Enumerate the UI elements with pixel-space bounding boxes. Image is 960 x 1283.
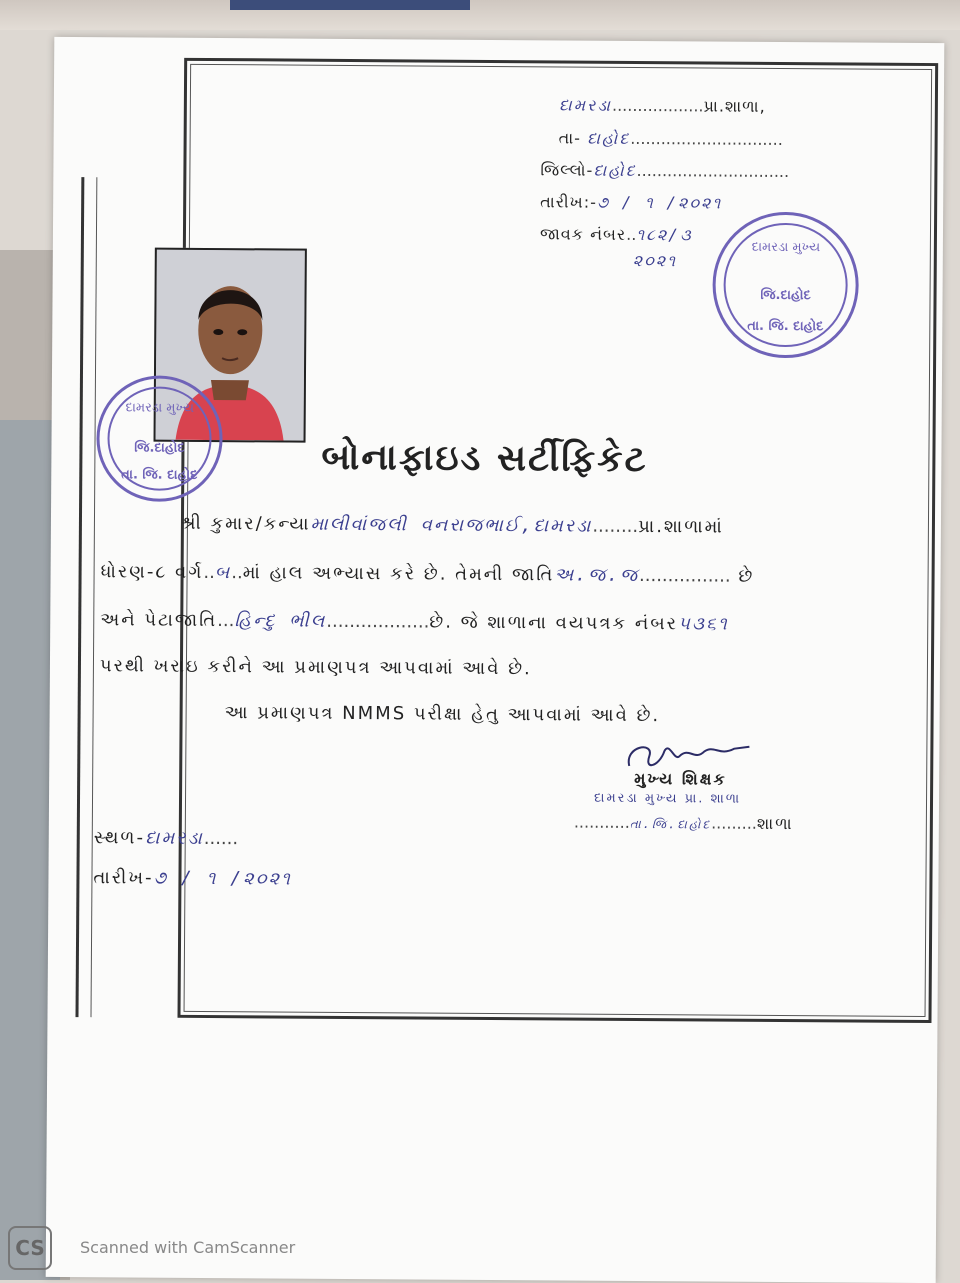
header-taluka: તા- દાહોદ.............................. (558, 128, 783, 149)
district-label: જિલ્લો- (540, 160, 594, 180)
district-value: દાહોદ (593, 160, 637, 180)
taluka-value: દાહોદ (586, 128, 631, 148)
header-district: જિલ્લો-દાહોદ.............................. (540, 160, 790, 182)
subcaste: હિન્દુ ભીલ (234, 610, 327, 632)
signature-place-text: તા.જિ.દાહોદ (629, 816, 712, 832)
body-line-4: પરથી ખરાઇ કરીને આ પ્રમાણપત્ર આપવામાં આવે છે. (99, 655, 532, 680)
scanner-watermark: Scanned with CamScanner (80, 1238, 296, 1257)
subcaste-label: અને પેટાજાતિ (100, 609, 218, 632)
background-top (0, 0, 960, 30)
outward-value: ૧૮૨/૩ (636, 224, 693, 245)
header-school: દામરડા..................પ્રા.શાળા, (558, 95, 766, 116)
stamp-district-text: જિ.દાહોદ (134, 440, 185, 457)
name-prefix: શ્રી કુમાર/કન્યા (180, 512, 311, 535)
signature-school: દામરડા મુખ્ય પ્રા. શાળા (593, 790, 742, 807)
outward-label: જાવક નંબર (539, 224, 627, 244)
caste: અ.જ.જ (554, 564, 640, 587)
stamp-district-text: જિ.દાહોદ (760, 287, 811, 303)
date-value: ૭ / ૧ /૨૦૨૧ (596, 192, 723, 213)
body-line-1: શ્રી કુમાર/કન્યામાલીવાંજલી વનરાજભાઈ,દામરડા........પ્રા.શાળામાં (180, 512, 724, 538)
body-line-5: આ પ્રમાણપત્ર NMMS પરીક્ષા હેતુ આપવામાં આવે છે. (224, 702, 661, 727)
name-suffix: પ્રા.શાળામાં (638, 515, 724, 538)
footer-place: સ્થળ-દામરડા...... (93, 827, 239, 850)
stamp-taluka-text: તા. જિ. દાહોદ (747, 318, 824, 334)
page-border-left (75, 177, 97, 1017)
body-line-2: ધોરણ-૮ વર્ગ..બ..માં હાલ અભ્યાસ કરે છે. તેમની જાતિઅ.જ.જ................ છે (100, 561, 755, 587)
background-object (230, 0, 470, 10)
certificate-page (46, 37, 945, 1283)
register-text: છે. જે શાળાના વયપત્રક નંબર (429, 611, 679, 635)
study-text: માં હાલ અભ્યાસ કરે છે. તેમની જાતિ (242, 562, 555, 586)
certificate-title: બોનાફાઇડ સર્ટીફિકેટ (321, 436, 648, 481)
che-text: છે (738, 565, 755, 587)
school-suffix: પ્રા.શાળા, (703, 96, 766, 116)
header-date (540, 192, 722, 213)
register-no: ૫૩૬૧ (677, 613, 729, 635)
camscanner-logo: CS (8, 1226, 52, 1270)
footer-date (93, 867, 292, 889)
stamp-school-text: દામરડા મુખ્ય (751, 239, 821, 256)
date-label: તારીખ:- (540, 192, 597, 212)
school-stamp-left (96, 375, 223, 502)
signature-place: ...........તા.જિ.દાહોદ.........શાળા (573, 812, 794, 834)
footer-date-value: ૭ / ૧ /૨૦૨૧ (153, 867, 292, 890)
std-text: ધોરણ-૮ વર્ગ (100, 561, 204, 583)
signature-shala: શાળા (756, 813, 794, 834)
signature-title: મુખ્ય શિક્ષક (634, 768, 727, 789)
stamp-taluka-text: તા. જિ. દાહોદ (121, 467, 198, 483)
school-name: દામરડા (558, 95, 613, 115)
student-name: માલીવાંજલી વનરાજભાઈ,દામરડા (310, 513, 593, 537)
header-outward: જાવક નંબર..૧૮૨/૩ (539, 224, 693, 245)
footer-place-value: દામરડા (144, 827, 204, 849)
division: બ (214, 562, 232, 584)
taluka-label: તા- (558, 128, 582, 148)
stamp-school-text: દામરડા મુખ્ય (125, 400, 195, 416)
body-line-3: અને પેટાજાતિ...હિન્દુ ભીલ..................છે. જે શાળાના વયપત્રક નંબર૫૩૬૧ (100, 609, 729, 635)
school-stamp-right (712, 212, 859, 359)
outward-year: ૨૦૨૧ (632, 250, 678, 271)
footer-date-label: તારીખ- (93, 867, 154, 889)
footer-place-label: સ્થળ- (93, 827, 146, 849)
